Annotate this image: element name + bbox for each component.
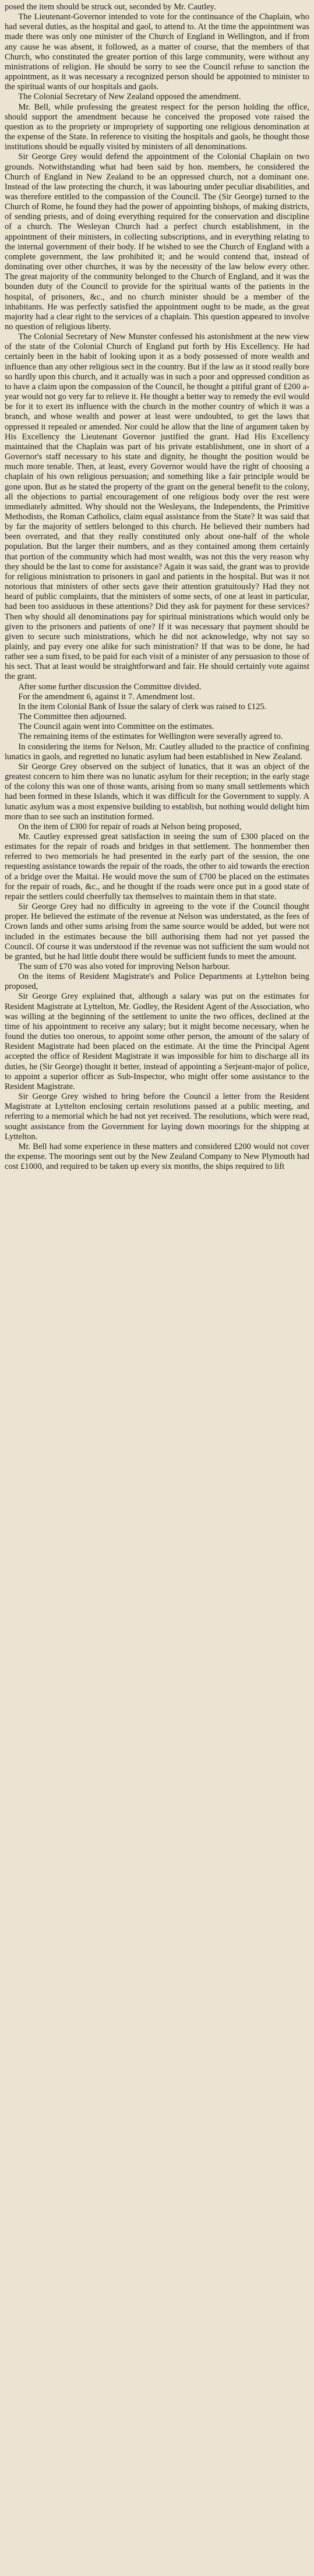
article-paragraph: On the items of Resident Magistrate's and Police Departments at Lyttelton being proposed, [5,972,309,992]
article-paragraph: The Committee then adjourned. [18,712,126,722]
article-paragraph: Mr. Cautley expressed great satisfaction in seeing the sum of £300 placed on the estimates for the repair of roads and bridges in that settlement. The honmember then referred to two memorials he had presented in the early part of the session, the one requesting assistance towards the repair of the roads, the other to aid towards the erection of a bridge over the Maitai. He would move the sum of £700 be placed on the estimates for the repair of roads, &c., and he thought if the roads were once put in a good state of repair the settlers could cheerfully tax themselves to maintain them in that state. [5,831,309,901]
article-paragraph: After some further discussion the Committee divided. [18,682,202,692]
article-paragraph: Sir George Grey explained that, although a salary was put on the estimates for Resident Magistrate at Lyttelton, Mr. Godley, the Resident Agent of the Association, who was willing at the beginning of the settlement to unite the two offices, declined at the time of his appointment to receive any salary; but it might become necessary, when he found the duties too onerous, to appoint some other person, the amount of the salary of Resident Magistrate had been placed on the estimate. At the time the Principal Agent accepted the office of Resident Magistrate it was impossible for him to discharge all its duties, he (Sir George) thought it better, instead of appointing a Serjeant-major of police, to appoint a superior officer as Sub-Inspector, who might offer some assistance to the Resident Magistrate. [5,992,309,1091]
article-paragraph: The sum of £70 was also voted for improving Nelson harbour. [18,962,230,971]
article-paragraph: The Colonial Secretary of New Munster confessed his astonishment at the new view of the state of the Colonial Church of England put forth by His Excellency. He had certainly been in the habit of looking upon it as a body possessed of more wealth and influence than any other religious sect in the country. But if the law as it stood really bore so hardly upon this church, and it actually was in such a poor and oppressed condition as to have a claim upon the compassion of the Council, he thought a pitiful grant of £200 a-year would not go very far to relieve it. He thought a better way to remedy the evil would be for it to exert its influence with the church in the mother country of which it was a branch, and whose wealth and power at least were undoubted, to get the laws that oppressed it repealed or amended. Nor could he allow that the line of argument taken by His Excellency the Lieutenant Governor justified the grant. Had His Excellency maintained that the Chaplain was part of his private establishment, one in short of a Governor's staff necessary to his state and dignity, he thought the position would be much more tenable. Then, at least, every Governor would have the right of choosing a chaplain of his own religious persuasion; and something like a fair principle would be gone upon. But as he stated the property of the grant on the general benefit to the colony, all the objections to partial encouragement of one religious body over the rest were immediately admitted. Why should not the Wesleyans, the Independents, the Primitive Methodists, the Roman Catholics, claim equal assistance from the State? It was said that by far the majority of settlers belonged to this church. He believed their numbers had been overrated, and that they really constituted only about one-half of the whole population. But the larger their numbers, and as they contained among them certainly that portion of the community which had most wealth, was not this the very reason why they should be the last to come for assistance? Again it was said, the grant was to provide for religious ministration to prisoners in gaol and patients in the hospital. But was it not notorious that ministers of other sects gave their attention gratuitously? Had they not heard of public complaints, that the ministers of some sects, of one at least in particular, had been too assiduous in these attentions? Did they ask for payment for these services? Then why should all denominations pay for spiritual ministrations which would only be given to the prisoners and patients of one? If it was necessary that payment should be given to secure such ministrations, which he did not acknowledge, why not say so plainly, and pay every one alike for such ministration? If that was to be done, he had rather see a sum fixed, to be paid for each visit of a minister of any persuasion to those of his sect. That at least would be straightforward and fair. He should certainly vote against the grant. [5,332,309,682]
article-paragraph: For the amendment 6, against it 7. Amendment lost. [18,692,195,702]
article-column [5,2,309,1172]
article-paragraph: Sir George Grey observed on the subject of lunatics, that it was an object of the greatest concern to him there was no lunatic asylum for their reception; in the early stage of the colony this was one of those wants, arising from so many small settlements which had been formed in these Islands, which it was difficult for the Government to supply. A lunatic asylum was a most expensive building to establish, but nothing would delight him more than to see such an institution formed. [5,762,309,822]
article-paragraph: Mr. Bell had some experience in these matters and considered £200 would not cover the expense. The moorings sent out by the New Zealand Company to New Plymouth had cost £1000, and required to be taken up every six months, the ships required to lift [5,1141,309,1172]
article-paragraph: Sir George Grey had no difficulty in agreeing to the vote if the Council thought proper. He believed the estimate of the revenue at Nelson was understated, as the fees of Crown lands and other sums arising from the same source would be added, but were not included in the estimates because the bill authorising them had not yet passed the Council. Of course it was understood if the revenue was not sufficient the sum would not be granted, but he had little doubt there would be sufficient funds to meet the amount. [5,902,309,961]
article-paragraph: Mr. Bell, while professing the greatest respect for the person holding the office, should support the amendment because he conceived the proposed vote raised the question as to the propriety or impropriety of supporting one religious denomination at the expense of the State. In reference to visiting the hospitals and gaols, he thought those institutions should be equally visited by ministers of all denominations. [5,102,309,152]
article-paragraph: The Council again went into Committee on the estimates. [18,722,214,732]
article-paragraph: Sir George Grey wished to bring before the Council a letter from the Resident Magistrate at Lyttelton enclosing certain resolutions passed at a public meeting, and referring to a memorial which he had not yet received. The resolutions, which were read, sought assistance from the Government for laying down moorings for the shipping at Lyttelton. [5,1092,309,1141]
article-paragraph: On the item of £300 for repair of roads at Nelson being proposed, [18,822,242,831]
article-paragraph: The Lieutenant-Governor intended to vote for the continuance of the Chaplain, who had several duties, as the hospital and gaol, to attend to. At the time the appointment was made there was only one minister of the Church of England in Wellington, and if from any cause he was absent, it followed, as a matter of course, that the members of that Church, who constituted the greater portion of this large community, were without any ministrations of religion. He should be sorry to see the Council refuse to sanction the appointment, as it was necessary a recognized person should be appointed to minister to the spiritual wants of our hospitals and gaols. [5,12,309,92]
article-paragraph: In the item Colonial Bank of Issue the salary of clerk was raised to £125. [18,702,267,711]
article-paragraph: In considering the items for Nelson, Mr. Cautley alluded to the practice of confining lunatics in gaols, and regretted no lunatic asylum had been established in New Zealand. [5,742,309,762]
article-paragraph: The Colonial Secretary of New Zealand opposed the amendment. [18,92,241,102]
article-paragraph: Sir George Grey would defend the appointment of the Colonial Chaplain on two grounds. Notwithstanding what had been said by hon. members, he considered the Church of England in New Zealand to be an oppressed church, not a dominant one. Instead of the law protecting the church, it was labouring under peculiar disabilities, and was therefore entitled to the compassion of the Council. The (Sir George) turned to the Church of Rome, he found they had the power of appointing bishops, of making districts, of sending priests, and of doing everything required for the conservation and discipline of a church. The Wesleyan Church had a perfect church establishment, in the appointment of their ministers, in collecting subscriptions, and in everything relating to the internal government of their body. If he wished to see the Church of England with a complete government, the law prohibited it; and he would contend that, instead of dominating over other churches, it was by the necessity of the law below every other. The great majority of the community belonged to the Church of England, and it was the bounden duty of the Council to provide for the spiritual wants of the patients in the hospital, of prisoners, &c., and no church minister should be a member of the inhabitants. He was perfectly satisfied the appointment ought to be made, as the great majority had a clear right to the services of a chaplain. This question appeared to involve no question of religious liberty. [5,152,309,332]
article-paragraph: posed the item should be struck out, seconded by Mr. Cautley. [5,2,216,12]
article-paragraph: The remaining items of the estimates for Wellington were severally agreed to. [18,732,283,742]
